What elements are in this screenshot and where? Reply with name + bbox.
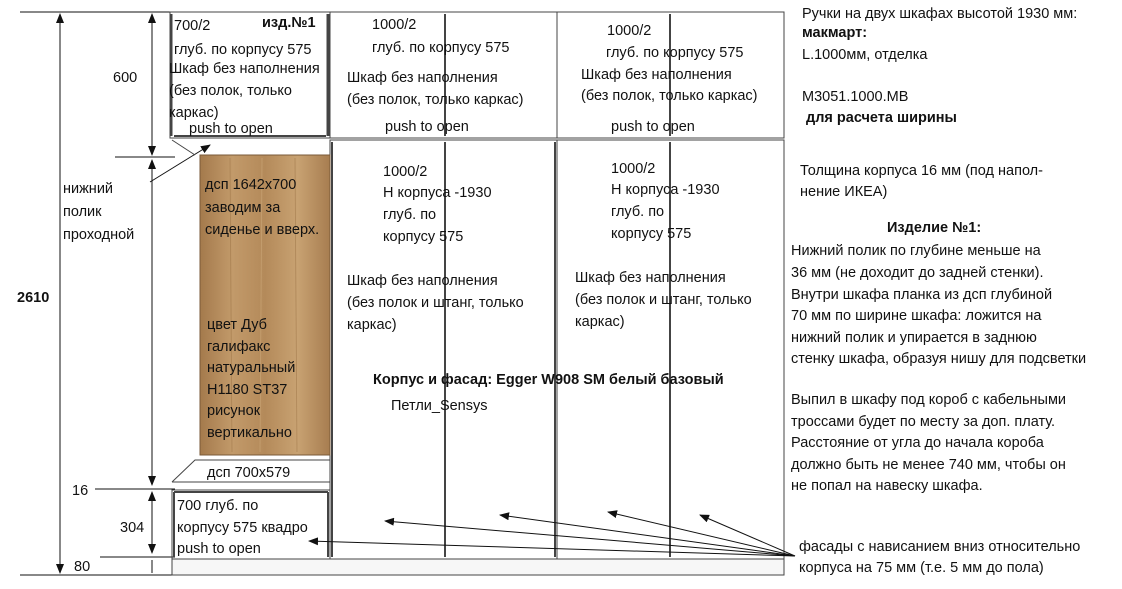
top-cabinet-1 <box>169 15 320 137</box>
svg-text:корпуса на 75 мм (т.е. 5 мм до: корпуса на 75 мм (т.е. 5 мм до пола) <box>799 560 1044 576</box>
cabinet-height: Н корпуса -1930 <box>611 182 720 198</box>
svg-text:каркас): каркас) <box>169 105 219 121</box>
handles-note: Ручки на двух шкафах высотой 1930 мм: <box>802 6 1078 22</box>
svg-text:нижний: нижний <box>63 181 114 197</box>
tall-cabinet-2 <box>347 164 524 333</box>
push-to-open-label: push to open <box>611 119 695 135</box>
cabinet-height: Н корпуса -1930 <box>383 185 492 201</box>
push-to-open-label: push to open <box>177 541 261 557</box>
top-cabinet-2 <box>347 17 524 135</box>
svg-text:нение ИКЕА): нение ИКЕА) <box>800 184 888 200</box>
item-heading: Изделие №1: <box>887 220 982 236</box>
push-to-open-label: push to open <box>385 119 469 135</box>
cable-note: Выпил в шкафу под короб с кабельными <box>791 392 1067 408</box>
cabinet-desc: Шкаф без наполнения <box>347 273 498 289</box>
push-to-open-label: push to open <box>189 121 273 137</box>
cabinet-desc: Шкаф без наполнения <box>581 67 732 83</box>
top-section-height: 600 <box>113 70 138 86</box>
svg-text:натуральный: натуральный <box>207 360 296 376</box>
thickness-note: Толщина корпуса 16 мм (под напол- <box>800 163 1043 179</box>
svg-text:вертикально: вертикально <box>207 425 292 441</box>
right-notes <box>791 6 1086 576</box>
cabinet-depth: глуб. по корпусу 575 <box>606 45 744 61</box>
cabinet-size: 1000/2 <box>383 164 428 180</box>
tall-cabinet-3 <box>575 161 752 330</box>
svg-text:рисунок: рисунок <box>207 403 261 419</box>
svg-text:(без полок, только: (без полок, только <box>169 83 292 99</box>
item-text: Нижний полик по глубине меньше на <box>791 243 1041 259</box>
cabinet-depth: глуб. по <box>383 207 437 223</box>
svg-text:корпусу 575: корпусу 575 <box>611 226 692 242</box>
makmart-label: макмарт: <box>802 25 868 41</box>
bottom-shelf-label <box>63 181 134 243</box>
cabinet-depth: глуб. по корпусу 575 <box>372 40 510 56</box>
svg-text:корпусу 575 квадро: корпусу 575 квадро <box>177 520 308 536</box>
cabinet-size: 1000/2 <box>611 161 656 177</box>
panel-color-note: цвет Дуб <box>207 317 267 333</box>
svg-text:Расстояние от угла до начала к: Расстояние от угла до начала короба <box>791 435 1044 451</box>
cabinet-depth: глуб. по корпусу 575 <box>174 42 312 58</box>
facade-arrows <box>309 512 795 556</box>
cabinet-size: 700/2 <box>174 18 211 34</box>
svg-text:проходной: проходной <box>63 227 135 243</box>
material-note: Корпус и фасад: Egger W908 SM белый базовый <box>373 372 724 388</box>
svg-text:(без полок и штанг, только: (без полок и штанг, только <box>347 295 524 311</box>
facades-note: фасады с нависанием вниз относительно <box>799 539 1081 555</box>
total-height-label: 2610 <box>17 290 50 306</box>
cabinet-desc: Шкаф без наполнения <box>169 61 320 77</box>
svg-text:Внутри шкафа планка из дсп глу: Внутри шкафа планка из дсп глубиной <box>791 287 1053 303</box>
plinth-height: 80 <box>74 559 91 575</box>
lower-section-height: 304 <box>120 520 145 536</box>
cabinet-desc: Шкаф без наполнения <box>347 70 498 86</box>
cabinet-depth: глуб. по <box>611 204 665 220</box>
handle-length: L.1000мм, отделка <box>802 47 928 63</box>
svg-text:не попал на навеску шкафа.: не попал на навеску шкафа. <box>791 478 983 494</box>
svg-text:(без полок, только каркас): (без полок, только каркас) <box>347 92 524 108</box>
svg-text:H1180 ST37: H1180 ST37 <box>207 382 288 398</box>
panel-size-note: дсп 1642x700 <box>205 177 297 193</box>
svg-text:стенку шкафа, образуя нишу для: стенку шкафа, образуя нишу для подсветки <box>791 351 1087 367</box>
svg-text:полик: полик <box>63 204 102 220</box>
shelf-thickness-label: 16 <box>72 483 89 499</box>
svg-text:каркас): каркас) <box>575 314 625 330</box>
svg-text:троссами будет по месту за доп: троссами будет по месту за доп. плату. <box>791 414 1056 430</box>
cabinet-size: 1000/2 <box>372 17 417 33</box>
svg-text:каркас): каркас) <box>347 317 397 333</box>
seat-label: дсп 700x579 <box>207 465 291 481</box>
hinges-note: Петли_Sensys <box>391 398 488 414</box>
item-label: изд.№1 <box>262 15 316 31</box>
svg-text:галифакс: галифакс <box>207 339 271 355</box>
svg-text:(без полок и штанг, только: (без полок и штанг, только <box>575 292 752 308</box>
svg-text:заводим за: заводим за <box>205 200 281 216</box>
handle-code: М3051.1000.МВ <box>802 89 909 105</box>
svg-text:(без полок, только каркас): (без полок, только каркас) <box>581 88 758 104</box>
lower-cabinet <box>177 498 308 557</box>
svg-text:36 мм (не доходит до задней ст: 36 мм (не доходит до задней стенки). <box>791 265 1044 281</box>
svg-text:70 мм по ширине шкафа: ложится: 70 мм по ширине шкафа: ложится на <box>791 308 1042 324</box>
svg-text:700 глуб. по: 700 глуб. по <box>177 498 259 514</box>
width-calc-note: для расчета ширины <box>806 110 957 126</box>
svg-text:сиденье и вверх.: сиденье и вверх. <box>205 222 320 238</box>
svg-text:корпусу 575: корпусу 575 <box>383 229 464 245</box>
cabinet-desc: Шкаф без наполнения <box>575 270 726 286</box>
svg-text:нижний полик и упирается в зад: нижний полик и упирается в заднюю <box>791 330 1037 346</box>
svg-text:должно быть не менее 740 мм, ч: должно быть не менее 740 мм, чтобы он <box>791 457 1066 473</box>
cabinet-size: 1000/2 <box>607 23 652 39</box>
